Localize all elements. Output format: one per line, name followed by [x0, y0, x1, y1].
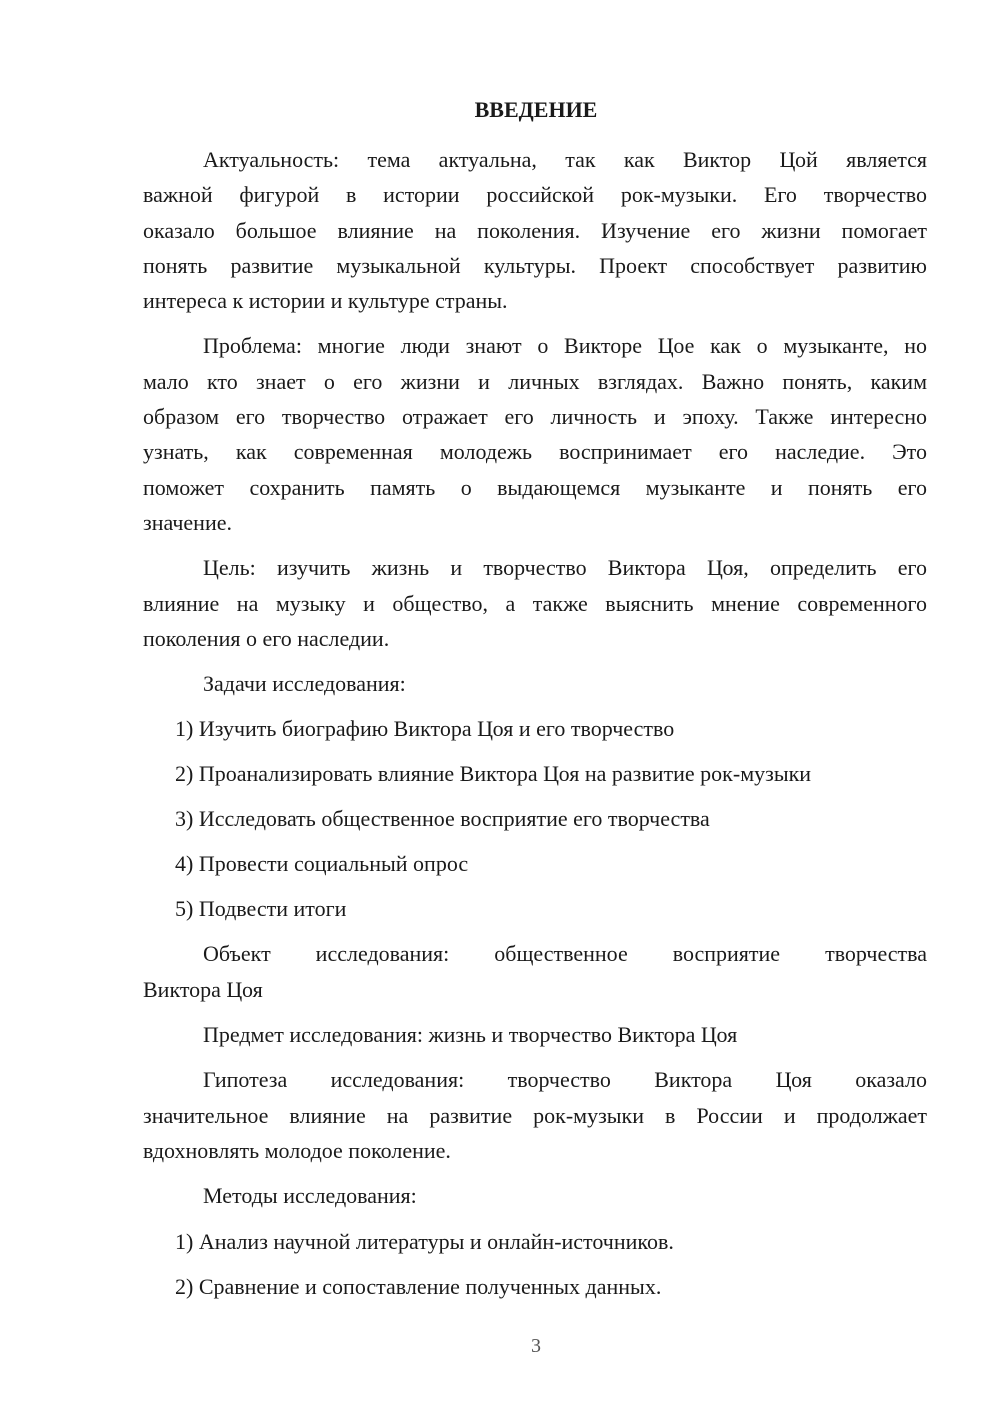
paragraph-line: значительное влияние на развитие рок-музыки в России и продолжает — [143, 1102, 927, 1128]
list-item-text: 5) Подвести итоги — [175, 896, 347, 922]
paragraph-line: Актуальность: тема актуальна, так как Виктор Цой является — [203, 147, 927, 172]
paragraph-line: Проблема: многие люди знают о Викторе Цое как о музыканте, но — [203, 333, 927, 359]
paragraph-line: оказало большое влияние на поколения. Изучение его жизни помогает — [143, 217, 927, 243]
paragraph — [143, 328, 927, 540]
document-body — [143, 142, 927, 1304]
paragraph — [143, 666, 927, 701]
list-item — [143, 801, 927, 836]
paragraph-line: поможет сохранить память о выдающемся музыканте и понять его — [143, 474, 927, 500]
paragraph — [143, 1062, 927, 1168]
list-item — [143, 756, 927, 791]
list-item-text: 2) Проанализировать влияние Виктора Цоя на развитие рок-музыки — [175, 761, 812, 787]
paragraph-line: Цель: изучить жизнь и творчество Виктора Цоя, определить его — [203, 555, 927, 581]
list-item-text: 1) Анализ научной литературы и онлайн-источников. — [175, 1228, 674, 1254]
paragraph — [143, 550, 927, 656]
paragraph-line: Виктора Цоя — [143, 976, 263, 1002]
list-item — [143, 891, 927, 926]
paragraph — [143, 1017, 927, 1052]
list-item-text: 1) Изучить биографию Виктора Цоя и его творчество — [175, 716, 675, 742]
paragraph-line: Предмет исследования: жизнь и творчество Виктора Цоя — [203, 1022, 738, 1048]
list-item — [143, 1224, 927, 1259]
paragraph-line: Методы исследования: — [203, 1183, 417, 1209]
page-number: 3 — [531, 1335, 541, 1357]
list-item-text: 3) Исследовать общественное восприятие его творчества — [175, 806, 710, 832]
paragraph-line: Объект исследования: общественное восприятие творчества — [203, 941, 927, 967]
paragraph — [143, 1178, 927, 1213]
paragraph-line: важной фигурой в истории российской рок-музыки. Его творчество — [143, 182, 927, 208]
paragraph-line: понять развитие музыкальной культуры. Проект способствует развитию — [143, 252, 927, 278]
paragraph-line: интереса к истории и культуре страны. — [143, 288, 508, 314]
paragraph-line: значение. — [143, 509, 232, 535]
paragraph — [143, 936, 927, 1007]
paragraph-line: Гипотеза исследования: творчество Виктора Цоя оказало — [203, 1067, 927, 1093]
list-item — [143, 846, 927, 881]
paragraph-line: узнать, как современная молодежь воспринимает его наследие. Это — [143, 439, 927, 465]
list-item — [143, 1269, 927, 1304]
section-heading: ВВЕДЕНИЕ — [474, 97, 598, 122]
paragraph-line: поколения о его наследии. — [143, 625, 390, 651]
paragraph-line: вдохновлять молодое поколение. — [143, 1137, 451, 1163]
list-item-text: 4) Провести социальный опрос — [175, 851, 469, 877]
paragraph-line: влияние на музыку и общество, а также выяснить мнение современного — [143, 590, 927, 616]
list-item-text: 2) Сравнение и сопоставление полученных данных. — [175, 1273, 662, 1299]
list-item — [143, 711, 927, 746]
paragraph-line: мало кто знает о его жизни и личных взглядах. Важно понять, каким — [143, 368, 927, 394]
paragraph-line: Задачи исследования: — [203, 671, 406, 697]
paragraph-line: образом его творчество отражает его личность и эпоху. Также интересно — [143, 404, 927, 430]
paragraph — [143, 142, 927, 318]
